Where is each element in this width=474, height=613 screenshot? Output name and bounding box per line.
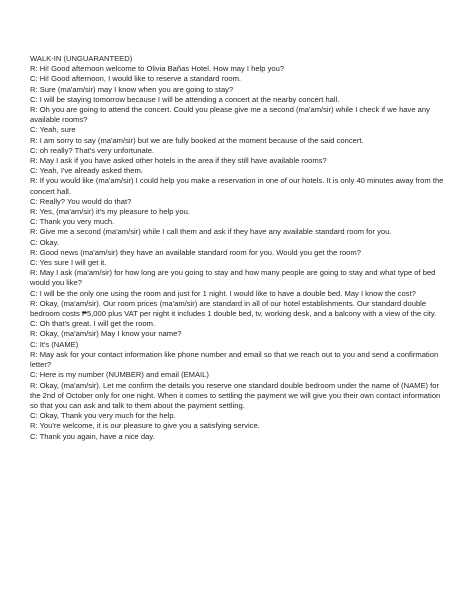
dialogue-line: C: Okay. (30, 237, 59, 247)
dialogue-line: R: If you would like (ma'am/sir) I could help you make a reservation in one of our hotels. It is only 40 minutes away from the concert hall. (30, 176, 444, 196)
dialogue-line: R: Oh you are going to attend the concert. Could you please give me a second (ma'am/sir) while I check if we have any available rooms? (30, 105, 430, 125)
dialogue-line: R: Sure (ma'am/sir) may I know when you are going to stay? (30, 84, 234, 94)
dialogue-line: C: Thank you again, have a nice day. (30, 431, 155, 441)
dialogue-line: C: It's (NAME) (30, 339, 79, 349)
dialogue-line: R: I am sorry to say (ma'am/sir) but we are fully booked at the moment because of the said concert. (30, 135, 364, 145)
dialogue-line: C: Yes sure I will get it. (30, 258, 107, 268)
dialogue-line: R: Okay, (ma'am/sir). Our room prices (ma'am/sir) are standard in all of our hotel establishments. Our standard double bedroom costs ₱5,000 plus VAT per night it includes 1 double bed, tv, working desk, and a balcony with a view of the city. (30, 298, 437, 319)
dialogue-line: C: Thank you very much. (30, 217, 115, 227)
dialogue-lines (30, 64, 446, 442)
dialogue-line: C: Yeah, sure (30, 125, 76, 135)
dialogue-line: C: Oh that's great. I will get the room. (30, 319, 156, 329)
dialogue-line: C: Here is my number (NUMBER) and email (EMAIL) (30, 370, 209, 380)
dialogue-line: R: Okay, (ma'am/sir) May I know your name? (30, 329, 182, 339)
dialogue-line: R: May I ask (ma'am/sir) for how long are you going to stay and how many people are going to stay and what type of bed would you like? (30, 268, 436, 288)
dialogue-line: R: Okay, (ma'am/sir). Let me confirm the details you reserve one standard double bedroom under the name of (NAME) for the 2nd of October only for one night. When it comes to settling the payment we will give you their own contact information so that you can ask and talk to them about the payment settling. (30, 380, 441, 410)
dialogue-line: C: Yeah, I've already asked them. (30, 166, 143, 176)
document-body (30, 54, 446, 442)
dialogue-line: R: May I ask if you have asked other hotels in the area if they still have available rooms? (30, 156, 327, 166)
dialogue-line: R: Hi! Good afternoon welcome to Olivia Bañas Hotel. How may I help you? (30, 64, 285, 74)
dialogue-line: R: May ask for your contact information like phone number and email so that we reach out to you and send a confirmation letter? (30, 349, 439, 370)
dialogue-line: R: You're welcome, it is our pleasure to give you a satisfying service. (30, 421, 260, 431)
dialogue-line: C: Hi! Good afternoon, I would like to reserve a standard room. (30, 74, 242, 84)
dialogue-line: C: Okay, Thank you very much for the help. (30, 411, 176, 421)
dialogue-line: R: Good news (ma'am/sir) they have an available standard room for you. Would you get the room? (30, 247, 361, 257)
dialogue-line: C: I will be the only one using the room and just for 1 night. I would like to have a double bed. May I know the cost? (30, 288, 416, 298)
document-title: WALK-IN (UNGUARANTEED) (30, 54, 133, 63)
dialogue-line: R: Give me a second (ma'am/sir) while I call them and ask if they have any available standard room for you. (30, 227, 392, 237)
dialogue-line: C: oh really? That's very unfortunate. (30, 145, 155, 155)
dialogue-line: C: I will be staying tomorrow because I will be attending a concert at the nearby concert hall. (30, 94, 340, 104)
dialogue-line: R: Yes, (ma'am/sir) it's my pleasure to help you. (30, 207, 190, 217)
dialogue-line: C: Really? You would do that? (30, 196, 132, 206)
